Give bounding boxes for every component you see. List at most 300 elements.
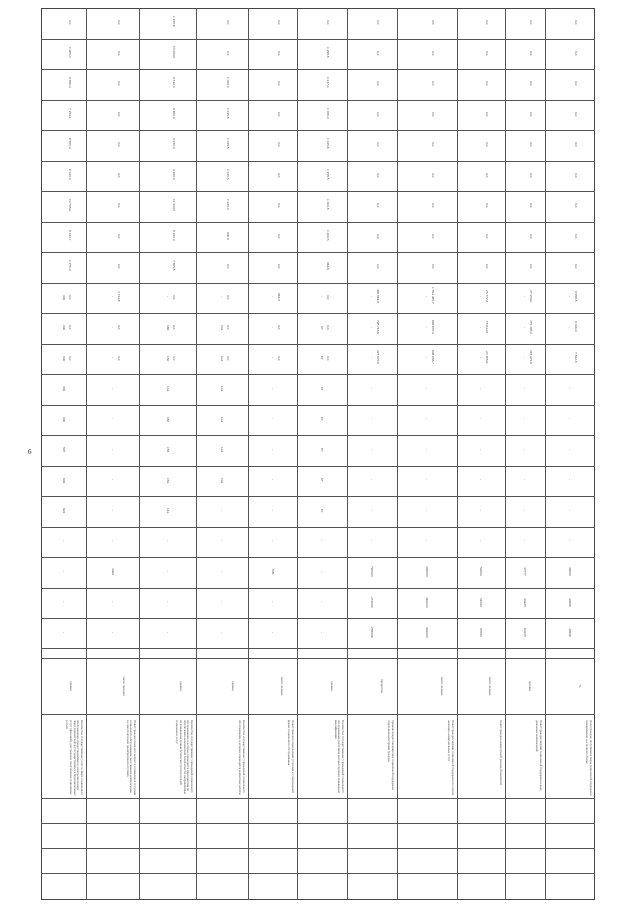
financing-value: 900,0 [226,231,230,240]
indicator-value: - [270,357,275,359]
indicator-value: - [523,448,527,451]
financing-value: 0,0 [171,325,176,330]
indicator-value: 000 [61,386,66,392]
financing-value: 0,0 [431,172,435,177]
financing-value: 3 744,6 [116,290,121,302]
indicator-value: 40425 [523,597,527,607]
financing-value: 9 512,0 [171,77,176,88]
indicator-value: 40508 [568,628,572,637]
indicator-value: - [110,601,115,603]
indicator-value: - [110,357,115,359]
indicator-value: 154 [165,477,170,483]
indicator-value: - [523,418,527,420]
financing-value: 0,0 [529,20,533,25]
grid-col-line [545,8,546,900]
indicator-value: - [61,540,66,542]
financing-value: 11 000,5 [171,198,176,211]
indicator-value: - [270,387,275,390]
indicator-value: 67 [320,356,324,360]
financing-value: 0,0 [226,355,230,360]
indicator-value: - [523,296,527,298]
financing-value: 0,0 [276,81,281,86]
grid-row-line [41,374,595,375]
indicator-value: - [523,479,527,481]
indicator-value: 255006 [370,627,374,638]
financing-value: 315 072,8 [529,350,533,365]
indicator-value: 000 [61,355,66,361]
financing-value: 8 555,0 [67,138,72,149]
financing-value: 0,0 [485,264,489,269]
financing-value: 1 225,0 [226,199,230,210]
financing-value: 0,0 [431,142,435,147]
grid-col-line [505,8,506,900]
row-name: Охват граждан мерами социальной поддержки в виде денежных компенсаций [535,720,543,791]
financing-value: 7 565,5 [171,260,176,271]
financing-value: 0,0 [485,50,489,55]
financing-value: 7 252,1 [67,107,72,119]
financing-value: 0,0 [574,172,578,177]
indicator-value: 67 [320,325,324,330]
financing-value: 9 480,0 [171,107,176,119]
financing-value: 0,0 [226,294,230,299]
row-unit: единиц [69,681,73,691]
indicator-value: - [425,296,429,298]
row-unit: единиц [231,681,235,691]
indicator-value: - [370,418,374,420]
indicator-value: - [479,509,483,512]
indicator-value: - [165,631,170,634]
financing-value: 0,0 [485,142,489,147]
grid-row-line [41,222,595,223]
indicator-value: 51000 [479,597,483,607]
indicator-value: - [370,296,374,298]
indicator-value: - [370,540,374,542]
financing-value: 9 558,0 [67,77,72,88]
financing-value: 0,0 [116,172,121,177]
indicator-value: - [320,601,324,603]
indicator-value: - [110,296,115,298]
indicator-value: 44996 [568,597,572,607]
row-name: Количество государственных учреждений социального обслуживания, в которых проводятся ремонтные работы [238,720,246,795]
page-number: 6 [28,448,32,456]
row-name: Охват граждан социальными услугами в стационарной форме социального обслуживания [287,720,295,793]
indicator-value: - [270,479,275,481]
grid-row-line [41,69,595,70]
financing-value: 0,0 [485,20,489,25]
financing-value: 0,0 [326,20,330,25]
indicator-value: - [270,326,275,329]
financing-value: 0,0 [574,50,578,55]
financing-value: 25 772,3 [485,290,489,303]
financing-value: 0,0 [574,20,578,25]
row-unit: число граждан [122,676,126,696]
grid-row-line [41,714,595,715]
indicator-value: 000 [61,416,66,422]
financing-value: 0,0 [376,50,380,55]
grid-col-line [196,8,197,900]
financing-value: 0,0 [276,203,281,208]
grid-row-line [41,823,595,824]
indicator-value: - [110,479,115,481]
financing-value: 0,0 [485,172,489,177]
grid-row-line [41,527,595,528]
financing-value: 696 656,7 [431,350,435,365]
grid-col-line [248,8,249,900]
grid-row-line [41,618,595,619]
financing-value: 1 300,0 [226,77,230,88]
indicator-value: - [61,601,66,603]
grid-row-line [41,405,595,406]
indicator-value: 3462 [110,568,115,576]
financing-value: 0,0 [431,233,435,238]
indicator-value: 155 [165,447,170,453]
financing-value: 1 359,0 [326,107,330,119]
indicator-value: - [270,448,275,451]
financing-value: 0,0 [529,264,533,269]
financing-value: 0,0 [116,325,121,330]
indicator-value: 395000 [425,566,429,577]
indicator-value: 97000 [479,628,483,637]
financing-value: 1 594 065,7 [431,287,435,304]
financing-value: 964,6 [326,262,330,271]
row-name: Охват граждан пожилого возраста и инвалидов услугами социального обслуживания, получивших компенсацию за самостоятельно приобретенную путёвку [125,720,137,796]
financing-value: 375 195,0 [529,319,533,334]
indicator-value: - [523,326,527,329]
indicator-value: - [220,509,224,512]
financing-value: 1 275,0 [67,260,72,271]
financing-value: 1 300,5 [326,199,330,210]
financing-value: 9 336,9 [574,321,578,332]
financing-value: 0,0 [67,355,72,360]
indicator-value: - [523,509,527,512]
financing-value: 0,0 [529,233,533,238]
indicator-value: - [370,357,374,359]
indicator-value: - [270,631,275,634]
row-unit: % [578,684,582,688]
indicator-value: 000 [61,294,66,300]
financing-value: 24 165,6 [485,351,489,364]
financing-value: 1 217,4 [326,77,330,88]
indicator-value: 67 [320,447,324,452]
grid-col-line [297,8,298,900]
financing-value: 0,0 [326,325,330,330]
indicator-value: 52000 [479,567,483,576]
row-unit: тысяч человек [280,676,284,696]
indicator-value: - [320,631,324,634]
indicator-value: - [370,387,374,390]
financing-value: 0,0 [485,233,489,238]
financing-value: 0,0 [376,233,380,238]
indicator-value: - [61,631,66,634]
row-name: Уровень предоставления мер социальной поддержки отдельным категориям граждан [387,720,395,790]
financing-value: 0,0 [116,142,121,147]
financing-value: 0,0 [376,111,380,116]
indicator-value: - [479,479,483,481]
financing-value: 0,0 [529,81,533,86]
financing-value: 10 725,0 [67,198,72,211]
indicator-value: 622 [61,508,66,514]
financing-value: 0,0 [276,20,281,25]
financing-value: 1 298,5 [326,46,330,58]
row-name: Количество государственных учреждений социального обслуживания, работники которых прошли повышение квалификации [333,720,345,793]
financing-value: 0,0 [276,355,281,360]
grid-row-line [41,557,595,558]
financing-value: 1 015,5 [226,107,230,119]
indicator-value: 114 [165,508,170,514]
indicator-value: - [523,540,527,542]
indicator-value: 144 [220,386,224,392]
indicator-value: - [479,448,483,451]
financing-value: 0,0 [431,20,435,25]
grid-row-line [41,496,595,497]
grid-row-line [41,588,595,589]
financing-value: 0,0 [276,50,281,55]
row-name: Охват граждан мерами социальной поддержки по оплате жилищно-коммунальных услуг [447,720,455,796]
indicator-value: - [568,509,572,512]
indicator-value: 144 [165,386,170,392]
financing-value: 0,0 [276,233,281,238]
financing-value: 0,0 [574,233,578,238]
indicator-value: - [425,479,429,481]
financing-value: 0,0 [276,111,281,116]
financing-value: 0,0 [574,142,578,147]
indicator-value: 60435 [523,628,527,637]
grid-col-line [457,8,458,900]
financing-value: 0,0 [376,203,380,208]
indicator-value: - [568,326,572,329]
indicator-value: - [165,296,170,298]
indicator-value: - [220,631,224,634]
financing-value: 8 321,7 [67,229,72,241]
grid-row-line [41,100,595,101]
indicator-value: 364000 [425,627,429,638]
indicator-value: - [270,296,275,298]
indicator-value: - [320,570,324,573]
row-unit: человек [528,680,532,692]
financing-value: 10 250,0 [171,46,176,59]
indicator-value: - [165,601,170,603]
indicator-value: - [220,296,224,298]
indicator-value: - [370,479,374,481]
indicator-value: - [479,326,483,329]
financing-value: 1 200,5 [326,229,330,241]
grid-row-line [41,648,595,649]
indicator-value: - [270,601,275,603]
grid-row-line [41,191,595,192]
financing-value: 8 335,0 [67,168,72,180]
indicator-value: 144 [220,477,224,483]
indicator-value: - [320,296,324,298]
grid-row-line [41,435,595,436]
indicator-value: - [110,509,115,512]
indicator-value: - [110,540,115,542]
indicator-value: - [425,357,429,359]
row-unit: единиц [330,681,334,691]
indicator-value: - [220,601,224,603]
financing-value: 961,5 [276,292,281,301]
indicator-value: - [568,540,572,542]
indicator-value: - [425,387,429,390]
grid-row-line [41,466,595,467]
indicator-value: - [425,448,429,451]
indicator-value: - [568,479,572,481]
indicator-value: - [479,540,483,542]
indicator-value: - [110,418,115,420]
financing-value: 0,0 [276,172,281,177]
indicator-value: - [425,509,429,512]
financing-value: 0,0 [116,233,121,238]
indicator-value: - [220,570,224,573]
indicator-value: - [110,326,115,329]
grid-col-line [139,8,140,900]
financing-value: 0,0 [226,20,230,25]
financing-value: 0,0 [67,325,72,330]
financing-value: 0,0 [226,264,230,269]
indicator-value: - [523,387,527,390]
indicator-value: 67 [320,417,324,421]
row-name: Количество государственных учреждений социального обслуживания, в которых проводятся мероприятия по обеспечению комплексной безопасности, направленные на повышение уровня безопасности получателей социальных услуг [175,720,194,794]
indicator-value: - [568,418,572,420]
row-name: Количество государственных услуг в сфере социального обслуживания, предоставляемых в электронном виде через единый портал государственных и муниципальных услуг (функций), для граждан, получающих социальные услуги [65,720,84,796]
financing-value: 0,0 [574,81,578,86]
indicator-value: - [425,326,429,329]
financing-value: 1 325,6 [326,138,330,149]
indicator-value: - [320,540,324,542]
indicator-value: 166 [165,325,170,331]
indicator-value: - [425,418,429,420]
financing-value: 1 155,5 [326,168,330,180]
grid-col-line [86,8,87,900]
financing-value: 728 718,6 [376,319,380,334]
grid-row-line [41,283,595,284]
indicator-value: 150 [165,355,170,361]
indicator-value: - [370,326,374,329]
indicator-value: 160 [165,416,170,422]
financing-value: 0,0 [376,81,380,86]
indicator-value: - [568,387,572,390]
financing-value: 0,0 [574,264,578,269]
indicator-value: 144 [220,355,224,361]
indicator-value: - [270,540,275,542]
indicator-value: - [425,540,429,542]
indicator-value: 67 [320,508,324,513]
grid-row-line [41,344,595,345]
financing-value: 0,0 [431,203,435,208]
indicator-value: - [110,387,115,390]
indicator-value: - [61,570,66,573]
grid-row-line [41,161,595,162]
indicator-value: - [568,296,572,298]
financing-value: 0,0 [276,142,281,147]
financing-value: 0,0 [171,355,176,360]
indicator-value: 144 [220,416,224,422]
grid-row-line [41,252,595,253]
financing-value: 0,0 [529,203,533,208]
financing-value: 0,0 [116,50,121,55]
indicator-value: 600 [61,477,66,483]
financing-value: 1 015,5 [226,168,230,180]
financing-value: 0,0 [67,20,72,25]
indicator-value: - [110,631,115,634]
financing-value: 1 155,6 [171,16,176,27]
financing-value: 0,0 [326,294,330,299]
financing-value: 0,0 [67,294,72,299]
financing-value: 0,0 [116,203,121,208]
financing-value: 0,0 [276,264,281,269]
financing-value: 0,0 [326,355,330,360]
financing-value: 0,0 [116,355,121,360]
financing-value: 0,0 [431,81,435,86]
indicator-value: - [165,570,170,573]
financing-value: 465 961,8 [376,289,380,304]
financing-value: 0,0 [116,111,121,116]
row-unit: процентов [380,679,384,693]
grid-row-line [41,848,595,849]
financing-value: 665 857,0 [431,319,435,334]
financing-value: 0,0 [431,264,435,269]
indicator-value: 67 [320,386,324,391]
financing-value: 0,0 [171,294,176,299]
indicator-value: 274000 [370,596,374,608]
financing-value: 0,0 [485,81,489,86]
indicator-value: 505 [270,569,275,575]
financing-value: 15 644,9 [485,320,489,333]
financing-value: 0,0 [376,264,380,269]
financing-value: 0,0 [574,203,578,208]
indicator-value: - [110,448,115,451]
financing-value: 0,0 [116,264,121,269]
indicator-value: - [523,357,527,359]
indicator-value: 363000 [425,596,429,608]
financing-value: 0,0 [485,111,489,116]
financing-value: 1 985,3 [67,46,72,58]
indicator-value: - [220,540,224,542]
financing-value: 0,0 [485,203,489,208]
financing-value: 0,0 [376,20,380,25]
grid-row-line [41,39,595,40]
grid-row-line [41,873,595,874]
grid-col-line [397,8,398,900]
indicator-value: 144 [220,447,224,453]
financing-value: 9 220,0 [171,138,176,149]
financing-value: 0,0 [226,325,230,330]
financing-value: 0,0 [529,50,533,55]
financing-value: 8 250,0 [171,229,176,241]
grid-row-line [41,658,595,659]
grid-row-line [41,798,595,799]
indicator-value: 48090 [568,567,572,576]
financing-value: 227 975,6 [376,350,380,365]
financing-value: 0,0 [529,172,533,177]
indicator-value: - [479,296,483,298]
row-unit: тысяч человек [488,676,492,696]
indicator-value: - [479,387,483,390]
indicator-value: - [270,418,275,420]
financing-value: 9 250,0 [171,168,176,180]
indicator-value: 000 [61,325,66,331]
indicator-value: 47777 [523,567,527,576]
grid-row-line [41,130,595,131]
indicator-value: - [270,509,275,512]
indicator-value: - [479,357,483,359]
grid-row-line [41,313,595,314]
indicator-value: - [370,448,374,451]
indicator-value: - [370,509,374,512]
row-unit: единиц [179,681,183,691]
financing-value: 9 956,5 [574,290,578,302]
financing-value: 27 350,0 [529,290,533,303]
indicator-value: 597 [61,447,66,453]
